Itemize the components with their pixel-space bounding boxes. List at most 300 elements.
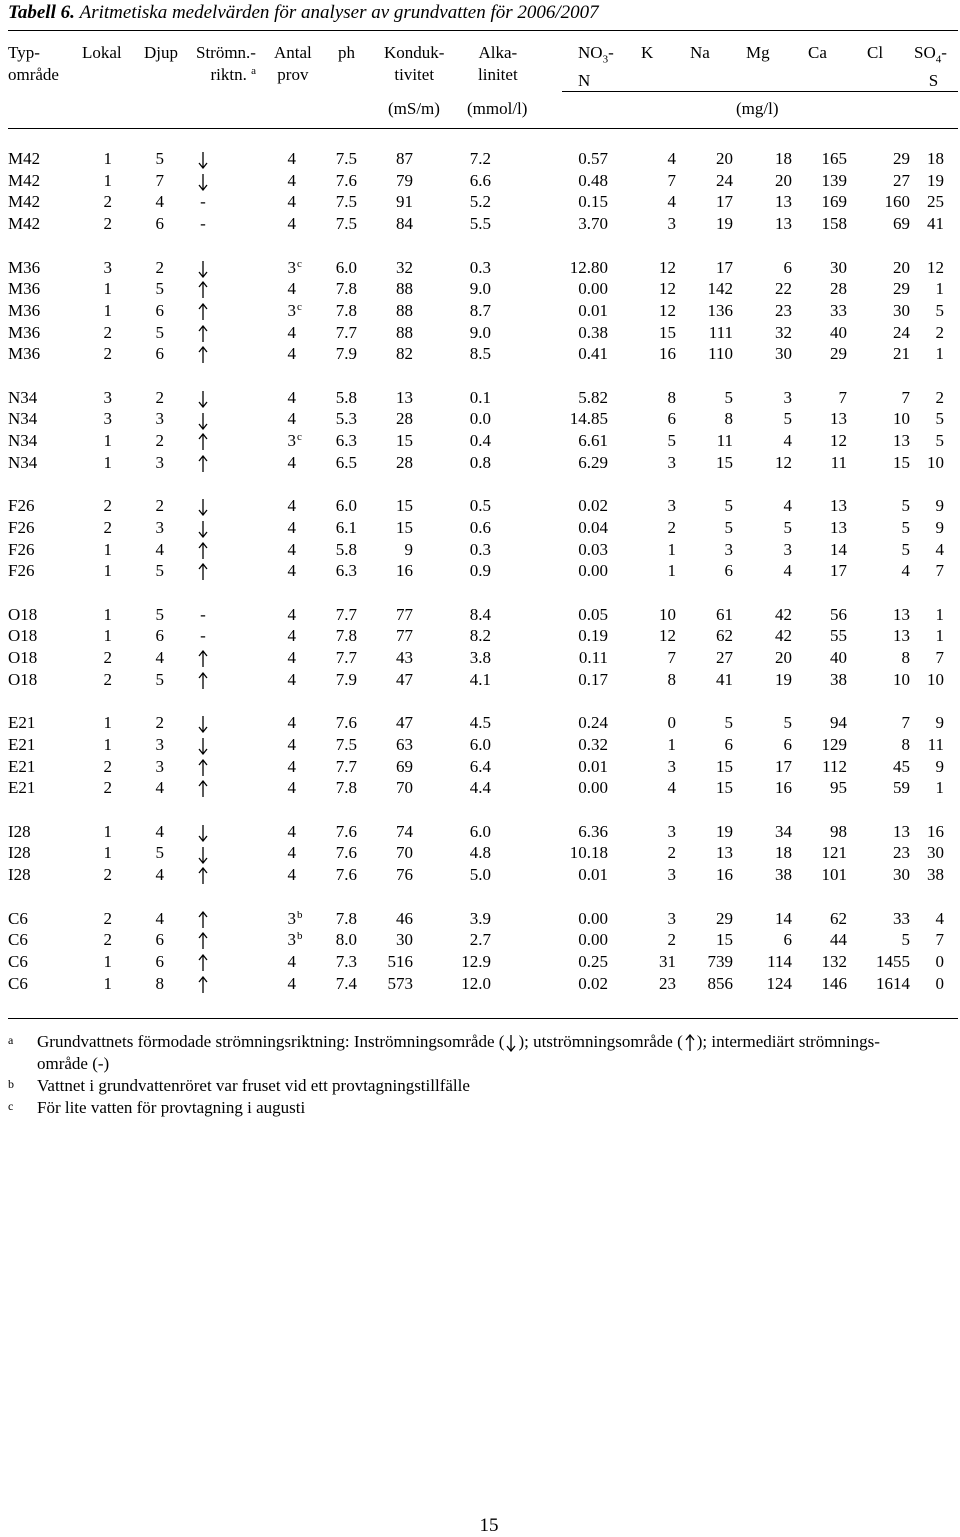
table-cell: 3 — [155, 734, 164, 754]
table-cell: 0.48 — [578, 170, 608, 190]
arrow-up-icon — [196, 455, 210, 473]
table-cell: 4.4 — [469, 778, 491, 798]
table-cell: 4 — [155, 865, 164, 885]
table-cell: 95 — [830, 778, 847, 798]
table-cell: 30 — [396, 930, 413, 950]
table-row — [0, 647, 960, 669]
table-cell: 0.3 — [469, 539, 491, 559]
table-cell: 7.6 — [335, 713, 357, 733]
footnote-marker: b — [8, 1077, 14, 1091]
table-cell: 12.9 — [461, 951, 491, 971]
table-cell: 7.6 — [335, 170, 357, 190]
table-cell: 69 — [893, 214, 910, 234]
table-cell: 0.01 — [578, 300, 608, 320]
table-cell: 30 — [775, 344, 792, 364]
flow-direction-cell — [166, 777, 240, 799]
table-cell: E21 — [8, 713, 36, 733]
table-cell: 13 — [893, 604, 910, 624]
table-cell: 4 — [287, 387, 296, 407]
table-cell: 5 — [935, 300, 944, 320]
table-row — [0, 908, 960, 930]
table-cell: 3 — [667, 821, 676, 841]
header-stromnriktn — [196, 42, 256, 86]
flow-direction-cell: - — [200, 214, 206, 234]
flow-direction-cell — [166, 257, 240, 279]
table-cell: I28 — [8, 865, 31, 885]
table-cell: 4 — [155, 778, 164, 798]
table-cell: 84 — [396, 214, 413, 234]
table-cell: 1 — [103, 431, 112, 451]
table-cell: 1 — [103, 821, 112, 841]
table-cell: 30 — [927, 843, 944, 863]
footnote-marker-cell — [297, 300, 311, 322]
flow-direction-cell — [166, 734, 240, 756]
table-cell: O18 — [8, 604, 38, 624]
table-cell: 573 — [387, 973, 413, 993]
table-cell: M42 — [8, 149, 41, 168]
table-cell: 14 — [830, 539, 847, 559]
table-cell: 1 — [103, 170, 112, 190]
table-cell: O18 — [8, 626, 38, 646]
header-k — [641, 42, 653, 64]
table-cell: 69 — [396, 756, 413, 776]
table-cell: 1 — [667, 734, 676, 754]
table-cell: 3 — [287, 257, 296, 277]
table-cell: M42 — [8, 192, 41, 212]
table-cell: 4.8 — [469, 843, 491, 863]
table-cell: 2 — [103, 496, 112, 516]
header-djup — [144, 42, 178, 64]
table-cell: 3 — [667, 908, 676, 928]
flow-direction-cell — [166, 430, 240, 452]
table-cell: 19 — [927, 170, 944, 190]
arrow-down-icon — [196, 846, 210, 864]
table-cell: 4 — [287, 322, 296, 342]
table-cell: 1 — [935, 626, 944, 646]
table-cell: 5.8 — [335, 539, 357, 559]
table-cell: 42 — [775, 604, 792, 624]
table-cell: 4 — [935, 539, 944, 559]
table-cell: 129 — [821, 734, 847, 754]
table-caption: Aritmetiska medelvärden för analyser av grundvatten för 2006/2007 — [79, 2, 599, 23]
table-cell: 3 — [667, 865, 676, 885]
table-cell: 29 — [893, 149, 910, 168]
table-cell: 33 — [830, 300, 847, 320]
table-cell: 4 — [287, 149, 296, 168]
table-cell: 4 — [155, 539, 164, 559]
table-cell: 8 — [667, 669, 676, 689]
table-cell: 0.05 — [578, 604, 608, 624]
flow-direction-cell — [166, 278, 240, 300]
table-cell: 7.8 — [335, 626, 357, 646]
footnote-marker-cell — [297, 452, 311, 474]
table-cell: 43 — [396, 648, 413, 668]
table-cell: 1 — [103, 452, 112, 472]
arrow-down-icon — [196, 737, 210, 755]
table-cell: 7 — [935, 561, 944, 581]
header-text: Mg — [746, 43, 770, 62]
arrow-up-icon — [196, 911, 210, 929]
table-cell: 0.3 — [469, 257, 491, 277]
table-cell: 4 — [287, 452, 296, 472]
table-row — [0, 191, 960, 213]
unit-alkalinitet: (mmol/l) — [467, 99, 528, 118]
header-text: Antal — [274, 43, 312, 62]
table-cell: 61 — [716, 604, 733, 624]
table-cell: 0.04 — [578, 517, 608, 537]
table-cell: 19 — [716, 821, 733, 841]
arrow-up-icon — [196, 650, 210, 668]
table-cell: 20 — [775, 648, 792, 668]
table-cell: 6 — [724, 734, 733, 754]
header-text: S — [928, 71, 939, 91]
table-cell: 5 — [935, 409, 944, 429]
table-cell: 4 — [287, 951, 296, 971]
table-cell: 6 — [155, 344, 164, 364]
table-cell: 5 — [901, 930, 910, 950]
header-cl — [867, 42, 883, 64]
table-cell: 0.19 — [578, 626, 608, 646]
table-cell: 4 — [783, 561, 792, 581]
table-cell: 4 — [287, 821, 296, 841]
table-cell: 1455 — [876, 951, 910, 971]
table-cell: 3 — [103, 409, 112, 429]
table-cell: 1 — [103, 604, 112, 624]
table-cell: 2 — [103, 214, 112, 234]
table-cell: 7.7 — [335, 756, 357, 776]
table-row — [0, 712, 960, 734]
table-cell: 40 — [830, 648, 847, 668]
table-cell: 4.5 — [469, 713, 491, 733]
table-cell: 16 — [927, 821, 944, 841]
table-row — [0, 278, 960, 300]
table-cell: 0.25 — [578, 951, 608, 971]
subscript: 4 — [935, 53, 942, 66]
footnote-marker: c — [297, 257, 302, 270]
table-cell: 3 — [667, 214, 676, 234]
table-cell: 6 — [155, 214, 164, 234]
header-text: NO — [578, 43, 603, 62]
table-cell: 7.5 — [335, 149, 357, 168]
table-cell: 0 — [935, 973, 944, 993]
table-cell: 7.7 — [335, 604, 357, 624]
table-cell: 8 — [155, 973, 164, 993]
spacer-cell — [0, 235, 960, 257]
footnote-marker-cell — [297, 191, 311, 213]
table-cell: 70 — [396, 843, 413, 863]
table-cell: 3 — [667, 756, 676, 776]
table-cell: E21 — [8, 778, 36, 798]
footnote-a — [8, 1031, 948, 1075]
table-cell: 4 — [287, 865, 296, 885]
table-cell: 0.5 — [469, 496, 491, 516]
table-cell: 91 — [396, 192, 413, 212]
header-text: ph — [338, 43, 355, 62]
table-cell: 41 — [716, 669, 733, 689]
table-row — [0, 430, 960, 452]
table-cell: 13 — [830, 517, 847, 537]
table-cell: 3 — [287, 431, 296, 451]
table-cell: 2 — [155, 496, 164, 516]
arrow-up-icon — [196, 759, 210, 777]
table-cell: 1 — [103, 843, 112, 863]
flow-direction-cell — [166, 973, 240, 995]
table-cell: 4 — [287, 756, 296, 776]
table-cell: 63 — [396, 734, 413, 754]
table-cell: 4 — [287, 539, 296, 559]
group-spacer — [0, 691, 960, 713]
table-cell: M36 — [8, 322, 41, 342]
table-cell: 1 — [103, 951, 112, 971]
table-cell: 7.5 — [335, 214, 357, 234]
spacer-cell — [0, 365, 960, 387]
header-bottom-rule — [8, 128, 958, 129]
table-cell: 4 — [287, 192, 296, 212]
table-cell: 15 — [716, 452, 733, 472]
table-cell: 4 — [667, 149, 676, 168]
table-cell: 0.00 — [578, 908, 608, 928]
table-cell: 7.7 — [335, 322, 357, 342]
spacer-cell — [0, 474, 960, 496]
table-cell: 6.6 — [469, 170, 491, 190]
table-cell: 12 — [659, 626, 676, 646]
table-cell: 2 — [103, 344, 112, 364]
flow-direction-cell — [166, 300, 240, 322]
table-cell: 30 — [830, 257, 847, 277]
table-cell: 112 — [822, 756, 847, 776]
table-cell: 3.70 — [578, 214, 608, 234]
table-cell: 3 — [783, 539, 792, 559]
table-cell: 55 — [830, 626, 847, 646]
table-cell: 4 — [287, 648, 296, 668]
table-cell: 56 — [830, 604, 847, 624]
table-row — [0, 734, 960, 756]
table-cell: M36 — [8, 257, 41, 277]
table-cell: 2 — [155, 713, 164, 733]
table-cell: 6 — [155, 626, 164, 646]
footnote-marker-cell — [297, 908, 311, 930]
table-cell: 2 — [935, 387, 944, 407]
footnote-marker-cell — [297, 560, 311, 582]
flow-direction-cell — [166, 517, 240, 539]
table-cell: 4 — [287, 604, 296, 624]
table-cell: 10 — [927, 669, 944, 689]
table-cell: 13 — [830, 409, 847, 429]
header-subrule — [562, 91, 958, 92]
table-cell: 2 — [103, 865, 112, 885]
table-cell: 6 — [724, 561, 733, 581]
footnote-marker-cell — [297, 864, 311, 886]
table-cell: 16 — [775, 778, 792, 798]
footnote-b — [8, 1075, 948, 1097]
table-row — [0, 343, 960, 365]
flow-direction-cell: - — [200, 626, 206, 646]
table-row — [0, 842, 960, 864]
footnote-marker-cell — [297, 821, 311, 843]
table-row — [0, 929, 960, 951]
footnote-marker-cell — [297, 973, 311, 995]
footnote-text — [37, 1031, 880, 1053]
table-cell: 5 — [667, 431, 676, 451]
table-cell: 20 — [716, 149, 733, 168]
header-antal — [274, 42, 312, 86]
table-cell: 8.5 — [469, 344, 491, 364]
table-cell: 2 — [155, 257, 164, 277]
table-cell: 38 — [775, 865, 792, 885]
table-cell: 10 — [893, 669, 910, 689]
table-cell: 9 — [404, 539, 413, 559]
table-cell: 3 — [667, 452, 676, 472]
table-cell: C6 — [8, 973, 28, 993]
table-cell: 1 — [667, 539, 676, 559]
table-cell: 14.85 — [569, 409, 608, 429]
footnote-marker-cell — [297, 756, 311, 778]
flow-direction-cell: - — [200, 192, 206, 212]
table-cell: 25 — [927, 192, 944, 212]
table-cell: 158 — [821, 214, 847, 234]
data-table — [0, 148, 960, 994]
table-cell: 6 — [783, 734, 792, 754]
table-cell: C6 — [8, 930, 28, 950]
flow-direction-cell — [166, 408, 240, 430]
table-cell: 27 — [716, 648, 733, 668]
unit-konduktivitet: (mS/m) — [388, 99, 440, 118]
table-title — [8, 2, 599, 24]
table-cell: 4 — [287, 734, 296, 754]
table-cell: 5 — [155, 279, 164, 299]
table-cell: 3 — [155, 452, 164, 472]
table-cell: 1 — [103, 300, 112, 320]
table-cell: 10 — [659, 604, 676, 624]
table-cell: 12 — [927, 257, 944, 277]
table-cell: 5.3 — [335, 409, 357, 429]
table-cell: I28 — [8, 821, 31, 841]
group-spacer — [0, 474, 960, 496]
arrow-up-icon — [196, 325, 210, 343]
table-cell: 13 — [396, 387, 413, 407]
table-cell: 3 — [287, 908, 296, 928]
flow-direction-cell — [166, 539, 240, 561]
header-text: Konduk- — [384, 43, 445, 62]
table-cell: 15 — [659, 322, 676, 342]
footnote-marker-cell — [297, 625, 311, 647]
table-cell: 4 — [287, 344, 296, 364]
table-cell: 22 — [775, 279, 792, 299]
table-cell: 7 — [667, 648, 676, 668]
table-cell: 5 — [783, 713, 792, 733]
header-na — [690, 42, 710, 64]
arrow-up-icon — [196, 433, 210, 451]
table-cell: 9.0 — [469, 279, 491, 299]
table-cell: 5 — [901, 539, 910, 559]
table-cell: 2 — [155, 431, 164, 451]
table-cell: C6 — [8, 908, 28, 928]
table-cell: 5 — [155, 604, 164, 624]
header-so4s — [914, 42, 947, 92]
flow-direction-cell — [166, 452, 240, 474]
table-cell: 7.6 — [335, 843, 357, 863]
table-cell: 11 — [830, 452, 847, 472]
footnote-marker-cell — [297, 669, 311, 691]
table-cell: 4 — [287, 279, 296, 299]
table-cell: 1 — [935, 279, 944, 299]
table-cell: 9.0 — [469, 322, 491, 342]
table-cell: 32 — [775, 322, 792, 342]
table-cell: F26 — [8, 561, 35, 581]
table-cell: 4 — [287, 669, 296, 689]
table-cell: 3 — [155, 756, 164, 776]
table-cell: 4 — [287, 713, 296, 733]
footnote-marker: b — [297, 908, 303, 921]
arrow-down-icon — [196, 412, 210, 430]
top-rule — [8, 30, 958, 31]
table-cell: 1614 — [876, 973, 910, 993]
table-cell: 40 — [830, 322, 847, 342]
footnote-marker: a — [251, 65, 256, 77]
table-row — [0, 951, 960, 973]
table-cell: 0 — [667, 713, 676, 733]
flow-direction-cell — [166, 343, 240, 365]
table-cell: 5 — [724, 713, 733, 733]
table-cell: 2 — [103, 930, 112, 950]
table-cell: 0.6 — [469, 517, 491, 537]
table-cell: 3 — [103, 387, 112, 407]
table-cell: 13 — [716, 843, 733, 863]
table-cell: 1 — [103, 626, 112, 646]
table-cell: 24 — [716, 170, 733, 190]
arrow-down-icon — [196, 173, 210, 191]
table-cell: 160 — [884, 192, 910, 212]
table-cell: 856 — [707, 973, 733, 993]
table-row — [0, 625, 960, 647]
table-cell: 1 — [103, 734, 112, 754]
table-cell: 29 — [830, 344, 847, 364]
table-cell: 15 — [716, 930, 733, 950]
table-cell: 0.9 — [469, 561, 491, 581]
table-cell: 38 — [927, 865, 944, 885]
table-cell: 7 — [155, 170, 164, 190]
table-cell: 13 — [893, 626, 910, 646]
subscript: 3 — [602, 53, 609, 66]
table-cell: 42 — [775, 626, 792, 646]
table-cell: 5.5 — [469, 214, 491, 234]
table-cell: I28 — [8, 843, 31, 863]
footnote-marker-cell — [297, 517, 311, 539]
table-cell: 18 — [775, 843, 792, 863]
table-cell: 1 — [103, 973, 112, 993]
table-cell: N34 — [8, 452, 38, 472]
group-spacer — [0, 582, 960, 604]
header-text: prov — [277, 65, 309, 84]
table-cell: 33 — [893, 908, 910, 928]
table-cell: 29 — [716, 908, 733, 928]
table-cell: 0 — [935, 951, 944, 971]
table-cell: 9 — [935, 713, 944, 733]
table-cell: 27 — [893, 170, 910, 190]
footnote-marker-cell — [297, 647, 311, 669]
table-cell: 12.0 — [461, 973, 491, 993]
flow-direction-cell — [166, 821, 240, 843]
header-text: SO — [914, 43, 936, 62]
table-cell: 5.8 — [335, 387, 357, 407]
header-ca — [808, 42, 827, 64]
table-label: Tabell 6. — [8, 2, 75, 23]
table-cell: 8.4 — [469, 604, 491, 624]
table-cell: 15 — [716, 778, 733, 798]
table-cell: 0.1 — [469, 387, 491, 407]
table-row — [0, 408, 960, 430]
table-cell: 7.8 — [335, 300, 357, 320]
